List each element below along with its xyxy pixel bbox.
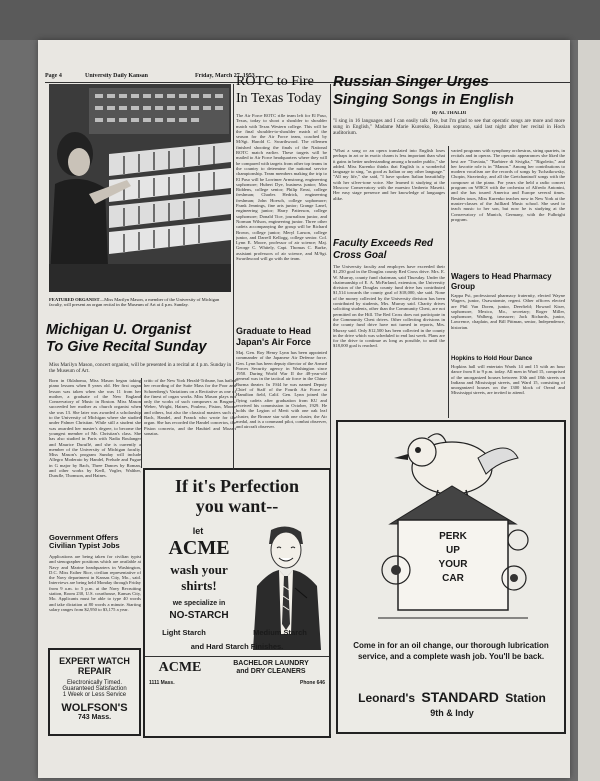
wolfson-address: 743 Mass. [77,714,112,721]
acme-footer-brand: ACME [158,660,202,675]
russian-quote: "I sing in 16 languages and I can easily talk five, but I'm glad to see that operatic songs are more and more sung in English," Madame Marie Kurenko, Russian soprano, said last night after her recital in Hoch auditorium. [333,118,565,136]
leonards-ad [336,420,566,734]
leonards-sign-line-4: CAR [442,573,464,584]
acme-phone: Phone 646 [299,680,325,686]
leonards-name-part-1: Leonard's [358,691,415,705]
rotc-headline [236,73,331,107]
leonards-sign [398,530,508,586]
michigan-headline-line-1: Michigan U. Organist [46,322,192,338]
column-rule [330,84,331,734]
leonards-address: 9th & Indy [430,708,474,718]
wolfson-line-2: REPAIR [77,666,112,676]
caption-text: —Miss Marilyn Mason, a member of the University of Michigan faculty, will present an organ recital in the Museum of Art at 4 p.m. Sunday. [49,297,220,308]
leonards-name-part-2: STANDARD [421,689,499,705]
column-rule [233,84,234,470]
leonards-name-part-3: Station [505,691,546,705]
wagers-headline: Wagers to Head Pharmacy Group [451,272,552,291]
michigan-body-right: critic of the New York Herald-Tribune, has hailed her recording of the Suite Mass for the Poor and Schoenberg's Variations on a Recitative as one of the finest of organ works. Miss Mason plays not only the works of such composers as Brugnes, Weber, Wright, Haines, Poulenc, Piston, Moore and others, but also the classical masters such as Bach, Handel, and Franck who wrote for the organ. She has recorded the Handel concertos, the Piston concerto, and the Haubiel and Mozart sonatas. [144,378,236,436]
photo-caption [49,297,232,321]
acme-medium-starch: Medium Starch [253,628,307,637]
acme-hard-starch: and Hard Starch Finishes. [190,642,284,651]
column-rule [141,378,142,468]
acme-footer-name-line-2: and DRY CLEANERS [236,668,306,675]
red-cross-body: The University faculty and employes have exceeded their $1,250 goal in the Douglas county Red Cross drive. Mrs. E. W. Murray, county fund chairman, said Thursday. Under the chairmanship of E. A. McFarland, extension, the University division of the Douglas county fund drive has contributed $1,514 towards the county goal of $18,000, she said. None of the money collected by the University division has been contributed by students, Mrs. Murray said. Charity drives soliciting students, other than the Community Chest, are not permitted on the Hill. The Red Cross does not participate in the Community Chest drives. Other collecting divisions in the county fund drive have not turned in reports, Mrs. Murray said. Only $12,500 has been collected in the county in the drive which was scheduled to end last week. Plans are for the drive to continue as long as possible, to until the $18,000 goal is reached. [333,264,445,349]
acme-wash-line-1: wash your [170,562,228,577]
michigan-body-left: Born in Oklahoma, Miss Mason began taking piano lessons when 8 years old. Her first organ lesson was taken when she was 11 from her mother, a graduate of the New England Conservatory of Music in Boston. Miss Mason succeeded her mother as church organist when she was 13. She later was awarded a scholarship to the University of Michigan where she studied under Palmer Christian. While still a student she was awarded her master's degree, to become the youngest member of Mr. Christian's class. She has also studied in Paris with Nadia Boulanger and Maurice Duruflé, and she is currently a member of the University of Michigan faculty. Miss Mason's program Sunday will include Allegro Moderato by Handel, Prelude and Fugue in G major by Bach, Three Dances by Roman, and other works by Kerll, Vogler, Walther, Durufle, Thomson, and Haines. [49,378,141,479]
michigan-headline-line-2: To Give Recital Sunday [46,339,207,355]
acme-headline-line-1: If it's Perfection [175,476,299,496]
acme-address: 1111 Mass. [149,680,175,686]
russian-byline: By AL THALDI [431,111,467,116]
organ-console-illustration [49,84,231,292]
michigan-lead: Miss Marilyn Mason, concert organist, will be presented in a recital at 4 p.m. Sunday in the Museum of Art. [49,362,232,374]
acme-headline-line-2: you want-- [195,496,279,516]
acme-headline [145,476,329,516]
wolfson-line-4: Guaranteed Satisfaction [62,686,127,692]
rotc-body: The Air Force ROTC rifle team left for El Paso, Texas, today to shoot a shoulder to shoulder match with Texas Western college. This will be the final shoulder-to-shoulder match of the season for the Air Force team, coached by M/Sgt. Harold C. Swarthwood. The riflemen finished shooting the finals of the National ROTC match earlier. These targets will be mailed to Air Force headquarters where they will be compared with targets from other top teams in the country to determine the national service championship. Team members making the trip to El Paso will be Lorrimer Armstrong, engineering sophomore; Hubert Dye, business junior; Max Riddens, college senior; Philip Ernst, college freshman; Charles Hedrick, engineering freshman; John Hoesch, college sophomore; Frank Jennings, fine arts junior; Grange Lanel, engineering junior; Harry Patterson, college sophomore; Donald Tice, journalism junior, and Norman Wilson, engineering junior. Three other cadets accompanying the group will be Richard Brown, college junior; Meryl Larson, college junior, and Darrell Kellogg, college senior. Col. Lynn E. Moore, professor of air science; Maj. George C. Whitely, Capt. Thomas C. Burke, assistant professors of air science, and M/Sgt. Swarthwood will go with the team. [236,113,327,262]
civilian-body: Applications are being taken for civilian typist and stenographer positions which are available at Navy and Marine headquarters in Washington, D.C. Miss Esther Rice, civilian representative of the Navy department in Kansas City, Mo., said. Interviews are being held Monday through Friday from 9 a.m. to 5 p.m. at the Navy Recruiting station, Room 230, U.S. courthouse, Kansas City, Mo. Applicants must be able to type 40 words and take dictation at 80 words a minute. Starting salary ranges from $2,950 to $3,175 a year. [49,554,141,612]
wolfson-ad [48,648,141,736]
acme-wash [151,562,247,594]
russian-headline [333,73,565,109]
caption-title: FEATURED ORGANIST [49,297,100,302]
acme-footer-name [213,660,329,676]
acme-light-starch: Light Starch [162,628,206,637]
lynn-body: Maj. Gen. Roy Henry Lynn has been appointed commander of the Japanese Air Defense force. Gen. Lynn has been deputy director of the Armed Forces Security agency in Washington since 1950. During World War II the 48-year-old general was in the tactical air force in the China-Burma theater. In 1944 he was named Deputy Chief of Staff of the Fourth Air Force at Hamilton field, Calif. Gen. Lynn joined the flying cadets after graduation from KU and received his commission in October, 1929. He holds the Legion of Merit with one oak leaf cluster, the Bronze star with one cluster, the Air medal, and is a command pilot, combat observer, and aircraft observer. [236,350,327,430]
acme-footer-name-line-1: BACHELOR LAUNDRY [233,660,309,667]
wolfson-name: WOLFSON'S [61,702,128,714]
wolfson-line-5: 1 Week or Less Service [62,692,127,698]
acme-let: let [192,526,204,536]
paper-name: University Daily Kansan [85,73,149,79]
hopkins-headline: Hopkins to Hold Hour Dance [451,356,533,362]
russian-body-right: varied programs with symphony orchestras, string quartets, in recitals and in operas. The operatic appearances she liked the best are "Traviata," "Barbiere di Siviglia," "Rigoletto," and her favorite role is in "Manon." Among her contributions to modern vocalism are the records of songs by Tschaikowsky, Chopin, Stravinsky, and all the Gretchaninoff songs with the composer at the piano. For years she held a radio concert program on WBCS with the orchestra of Alfredo Antonini, and she has toured America and Europe several times. Besides tours, Miss Kurenko teaches now in New York at the master-classes of the Juilliard Music school. She used to teach music to her son, but now he is studying at the Conservatory of Munich, Germany, with the Fulbright program. [451,148,565,222]
acme-special-1: we specialize in [172,600,226,607]
leonards-sign-line-3: YOUR [438,559,468,570]
issue-date: Friday, March 27, 1953 [195,73,255,79]
column-rule [448,146,449,418]
acme-brand: ACME [168,537,230,559]
hopkins-body: Hopkins hall will entertain Wards 14 and 15 with an hour dance from 8 to 9 p.m. today. All men in Ward 15, comprised of the unorganized houses between 10th and 18th streets on Indiana and Mississippi streets, and Ward 15, consisting of unorganized houses on the 1300 block of Oread and Mississippi streets, are invited to attend. [451,364,565,396]
wolfson-line-3: Electronically Timed. [66,680,123,686]
russian-body-left: "What a song or an opera translated into English loses perhaps in art or in exotic charm is less important than what it gains in better understanding among a broader public," she added. Miss Kurenko thinks that English is a wonderful language to sing, "as good as Italian or any other language." "All my life," she said, "I have spoken Italian beautifully with her silver-tone voice. She learned it studying at the Moscow Conservatory with the maestro Umberto Masetti. Her easy stage presence and her knowledge of languages alike. [333,148,445,201]
leonards-sign-line-1: PERK [439,531,467,542]
russian-headline-line-1: Russian Singer Urges [333,73,489,90]
organist-photo [49,84,231,292]
russian-headline-line-2: Singing Songs in English [333,91,514,108]
rotc-headline-line-1: ROTC to Fire [236,74,314,89]
next-page-edge [578,40,600,781]
bird-and-sign-illustration [368,428,538,628]
wagers-body: Kappa Psi, professional pharmacy fraternity, elected Wayne Wagers, junior, Osawatomie, regent. Other officers elected are Phil Van Doren, junior, Deerfield; Howard Kiser, sophomore, Mexico, Mo., secretary; Roger Miller, sophomore, Walberg, treasurer; Jack Richards, junior, Lawrence, chaplain, and Bill Pittman, senior, Independence, historian. [451,293,565,330]
leonards-name [342,690,562,705]
acme-special-2: NO-STARCH [169,610,229,621]
leonards-body: Come in for an oil change, our thorough lubrication service, and a complete wash job. You'll be back. [353,641,549,661]
acme-divider [145,656,329,657]
rotc-headline-line-2: In Texas Today [236,91,322,106]
acme-ad [143,468,331,738]
lynn-headline: Graduate to Head Japan's Air Force [236,326,312,347]
michigan-headline [46,322,238,356]
red-cross-headline: Faculty Exceeds Red Cross Goal [333,238,434,261]
scan-background [0,0,600,40]
civilian-headline: Government Offers Civilian Typist Jobs [49,533,120,550]
wolfson-line-1: EXPERT WATCH [59,656,130,666]
acme-wash-line-2: shirts! [181,578,217,593]
page-number: Page 4 [45,73,62,79]
leonards-sign-line-2: UP [446,545,460,556]
